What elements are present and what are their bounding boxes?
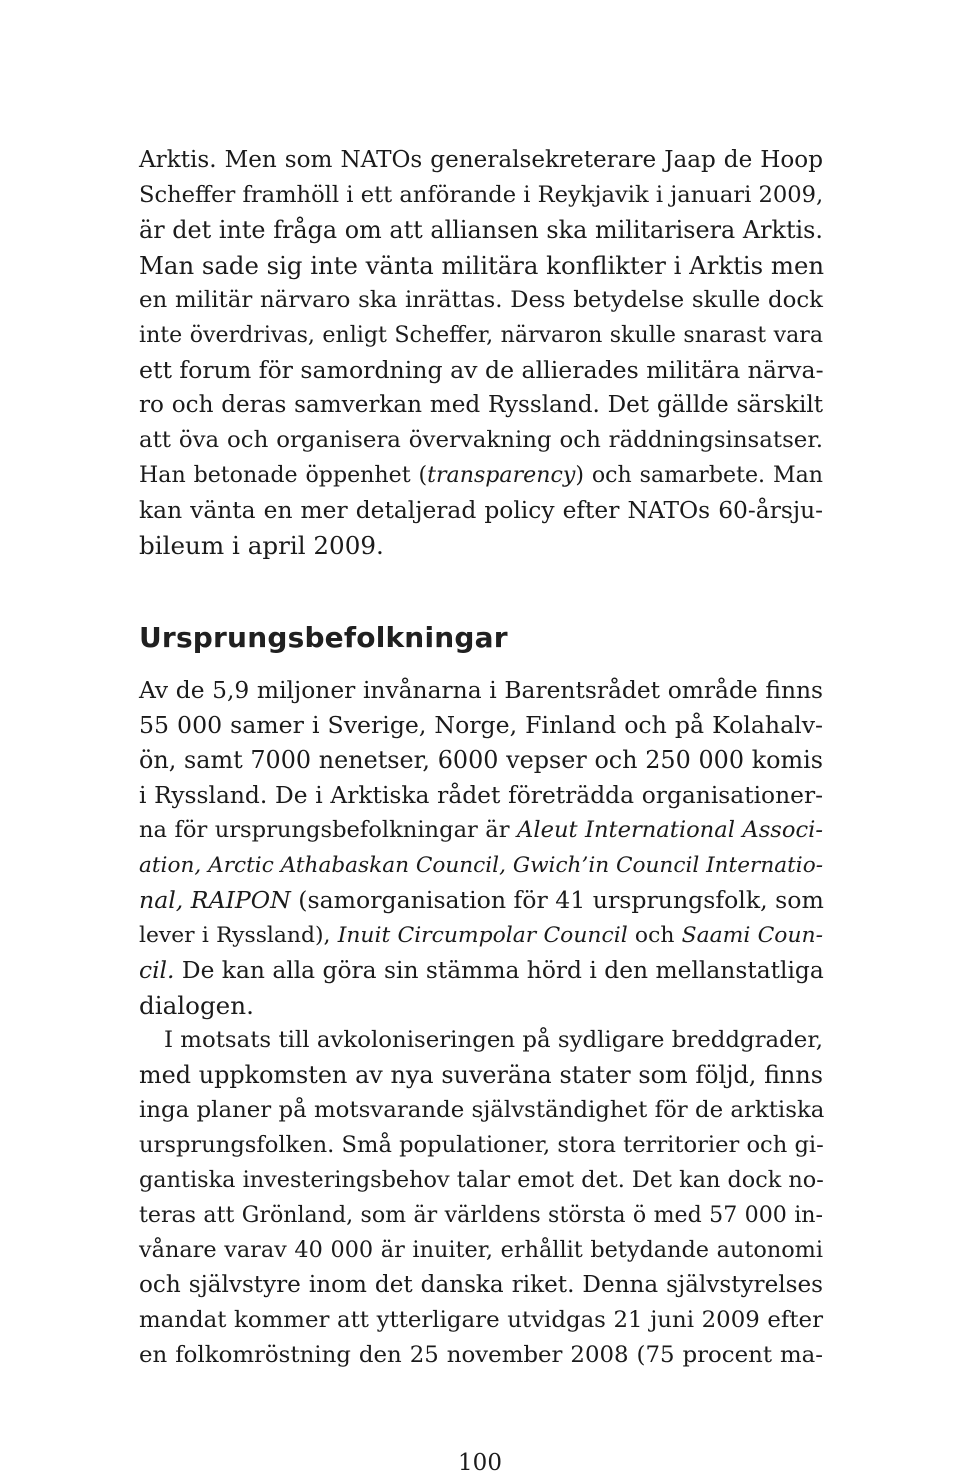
text-line: är det inte fråga om att alliansen ska militarisera Arktis. bbox=[139, 216, 823, 244]
text-segment: lever i Ryssland), bbox=[139, 923, 338, 948]
text-line: ön, samt 7000 nenetser, 6000 vepser och 250 000 komis bbox=[139, 746, 823, 774]
italic-term: transparency bbox=[427, 462, 576, 488]
text-line bbox=[139, 953, 823, 988]
italic-term: cil. bbox=[139, 956, 175, 984]
text-line: 55 000 samer i Sverige, Norge, Finland och på Kolahalv- bbox=[139, 711, 823, 739]
text-line: ett forum för samordning av de allierades militära närva- bbox=[139, 356, 824, 384]
italic-term: ation, Arctic Athabaskan Council, Gwich’in Council Internatio- bbox=[139, 853, 823, 878]
text-line: ursprungsfolken. Små populationer, stora territorier och gi- bbox=[139, 1132, 824, 1158]
text-line: ro och deras samverkan med Ryssland. Det gällde särskilt bbox=[139, 392, 823, 418]
text-segment: De kan alla göra sin stämma hörd i den mellanstatliga bbox=[174, 956, 824, 984]
text-segment: Han betonade öppenhet ( bbox=[139, 462, 428, 488]
text-line: en folkomröstning den 25 november 2008 (75 procent ma- bbox=[139, 1342, 823, 1368]
text-line: att öva och organisera övervakning och räddningsinsatser. bbox=[139, 427, 823, 453]
text-line: med uppkomsten av nya suveräna stater som följd, finns bbox=[139, 1061, 823, 1089]
text-line bbox=[139, 918, 823, 953]
text-line: teras att Grönland, som är världens största ö med 57 000 in- bbox=[139, 1202, 823, 1228]
text-line: I motsats till avkoloniseringen på sydligare breddgrader, bbox=[164, 1027, 823, 1053]
text-line: och självstyre inom det danska riket. Denna självstyrelses bbox=[139, 1272, 823, 1298]
text-line: mandat kommer att ytterligare utvidgas 21 juni 2009 efter bbox=[139, 1307, 823, 1333]
text-line: Scheffer framhöll i ett anförande i Reykjavik i januari 2009, bbox=[139, 182, 824, 208]
text-line: i Ryssland. De i Arktiska rådet företrädda organisationer- bbox=[139, 781, 823, 809]
text-line bbox=[139, 458, 823, 493]
text-line: kan vänta en mer detaljerad policy efter NATOs 60-årsju- bbox=[139, 496, 823, 524]
page-number: 100 bbox=[458, 1450, 502, 1476]
text-segment: na för ursprungsbefolkningar är bbox=[139, 817, 518, 843]
text-segment: och bbox=[627, 923, 682, 948]
italic-term: Aleut International Associ- bbox=[517, 817, 824, 843]
text-line bbox=[139, 813, 823, 848]
italic-term: Saami Coun- bbox=[681, 923, 823, 948]
text-line: bileum i april 2009. bbox=[139, 531, 384, 560]
text-segment: ) och samarbete. Man bbox=[575, 462, 823, 488]
italic-term: nal, RAIPON bbox=[139, 886, 291, 914]
text-line bbox=[139, 848, 823, 883]
text-line: Arktis. Men som NATOs generalsekreterare Jaap de Hoop bbox=[139, 147, 823, 173]
section-heading: Ursprungsbefolkningar bbox=[139, 621, 508, 654]
text-line: inga planer på motsvarande självständighet för de arktiska bbox=[139, 1097, 825, 1123]
text-line: Man sade sig inte vänta militära konflikter i Arktis men bbox=[139, 251, 825, 280]
italic-term: Inuit Circumpolar Council bbox=[337, 923, 628, 948]
text-line: Av de 5,9 miljoner invånarna i Barentsrådet område finns bbox=[139, 676, 823, 704]
text-line: gantiska investeringsbehov talar emot det. Det kan dock no- bbox=[139, 1167, 824, 1193]
text-line: en militär närvaro ska inrättas. Dess betydelse skulle dock bbox=[139, 287, 823, 313]
text-line: inte överdrivas, enligt Scheffer, närvaron skulle snarast vara bbox=[139, 322, 823, 348]
text-segment: (samorganisation för 41 ursprungsfolk, som bbox=[290, 886, 824, 914]
text-line bbox=[139, 883, 823, 918]
text-line: vånare varav 40 000 är inuiter, erhållit betydande autonomi bbox=[139, 1237, 823, 1263]
text-line: dialogen. bbox=[139, 991, 254, 1020]
